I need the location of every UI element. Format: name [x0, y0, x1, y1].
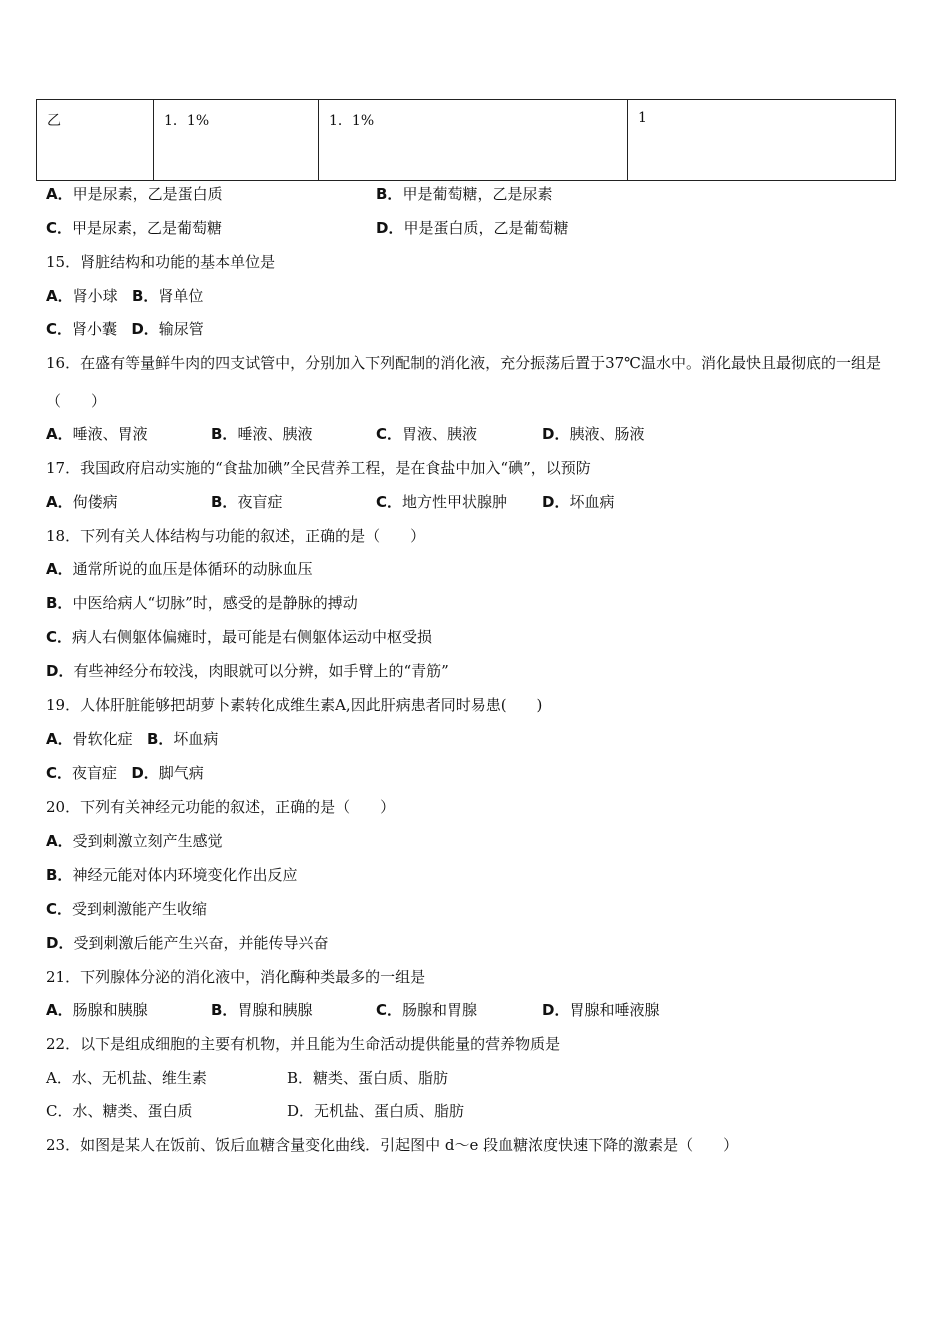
q23-stem: 23．如图是某人在饭前、饭后血糖含量变化曲线．引起图中 d～e 段血糖浓度快速下降的激素是（ ） — [46, 1136, 739, 1154]
q21-option-b: B．胃腺和胰腺 — [211, 1001, 313, 1019]
q20-stem: 20．下列有关神经元功能的叙述，正确的是（ ） — [46, 798, 396, 816]
q16-option-a: A．唾液、胃液 — [46, 425, 148, 443]
table-row — [37, 100, 896, 181]
q19-stem: 19．人体肝脏能够把胡萝卜素转化成维生素A,因此肝病患者同时易患( ) — [46, 696, 543, 714]
table-cell: 1．1% — [154, 100, 319, 181]
q17-option-c: C．地方性甲状腺肿 — [376, 493, 508, 511]
q18-option-a: A．通常所说的血压是体循环的动脉血压 — [46, 560, 313, 578]
table-cell: 1．1% — [319, 100, 628, 181]
table-cell: 乙 — [37, 100, 154, 181]
q22-stem: 22．以下是组成细胞的主要有机物，并且能为生命活动提供能量的营养物质是 — [46, 1035, 561, 1053]
q21-stem: 21．下列腺体分泌的消化液中，消化酶种类最多的一组是 — [46, 968, 426, 986]
q16-stem: 16．在盛有等量鲜牛肉的四支试管中，分别加入下列配制的消化液，充分振荡后置于37℃温水中。消化最快且最彻底的一组是（ ） — [46, 354, 881, 410]
q19-options-cd: C．夜盲症 D．脚气病 — [46, 764, 204, 782]
q17-option-b: B．夜盲症 — [211, 493, 283, 511]
q16-option-b: B．唾液、胰液 — [211, 425, 313, 443]
q16-option-d: D．胰液、肠液 — [542, 425, 645, 443]
q21-option-c: C．肠腺和胃腺 — [376, 1001, 478, 1019]
q14-option-d: D．甲是蛋白质，乙是葡萄糖 — [376, 219, 569, 237]
q14-option-a: A．甲是尿素，乙是蛋白质 — [46, 185, 223, 203]
q16-option-c: C．胃液、胰液 — [376, 425, 478, 443]
q17-option-d: D．坏血病 — [542, 493, 615, 511]
q20-option-a: A．受到刺激立刻产生感觉 — [46, 832, 223, 850]
q18-stem: 18．下列有关人体结构与功能的叙述，正确的是（ ） — [46, 527, 426, 545]
q15-stem: 15．肾脏结构和功能的基本单位是 — [46, 253, 276, 271]
q15-options-cd: C．肾小囊 D．输尿管 — [46, 320, 204, 338]
q19-options-ab: A．骨软化症 B．坏血病 — [46, 730, 219, 748]
q15-options-ab: A．肾小球 B．肾单位 — [46, 287, 204, 305]
data-table — [36, 99, 896, 181]
q20-option-c: C．受到刺激能产生收缩 — [46, 900, 208, 918]
q22-option-b: B．糖类、蛋白质、脂肪 — [287, 1069, 449, 1087]
q21-option-a: A．肠腺和胰腺 — [46, 1001, 148, 1019]
q14-option-b: B．甲是葡萄糖，乙是尿素 — [376, 185, 553, 203]
q20-option-d: D．受到刺激后能产生兴奋，并能传导兴奋 — [46, 934, 329, 952]
q18-option-c: C．病人右侧躯体偏瘫时，最可能是右侧躯体运动中枢受损 — [46, 628, 433, 646]
q22-option-d: D．无机盐、蛋白质、脂肪 — [287, 1102, 465, 1120]
q22-option-c: C．水、糖类、蛋白质 — [46, 1102, 193, 1120]
q18-option-d: D．有些神经分布较浅，肉眼就可以分辨，如手臂上的“青筋” — [46, 662, 449, 680]
q20-option-b: B．神经元能对体内环境变化作出反应 — [46, 866, 298, 884]
q18-option-b: B．中医给病人“切脉”时，感受的是静脉的搏动 — [46, 594, 358, 612]
q22-option-a: A．水、无机盐、维生素 — [46, 1069, 207, 1087]
table-cell: 1 — [628, 100, 896, 181]
q14-option-c: C．甲是尿素，乙是葡萄糖 — [46, 219, 223, 237]
q17-stem: 17．我国政府启动实施的“食盐加碘”全民营养工程，是在食盐中加入“碘”，以预防 — [46, 459, 591, 477]
q17-option-a: A．佝偻病 — [46, 493, 118, 511]
q21-option-d: D．胃腺和唾液腺 — [542, 1001, 660, 1019]
